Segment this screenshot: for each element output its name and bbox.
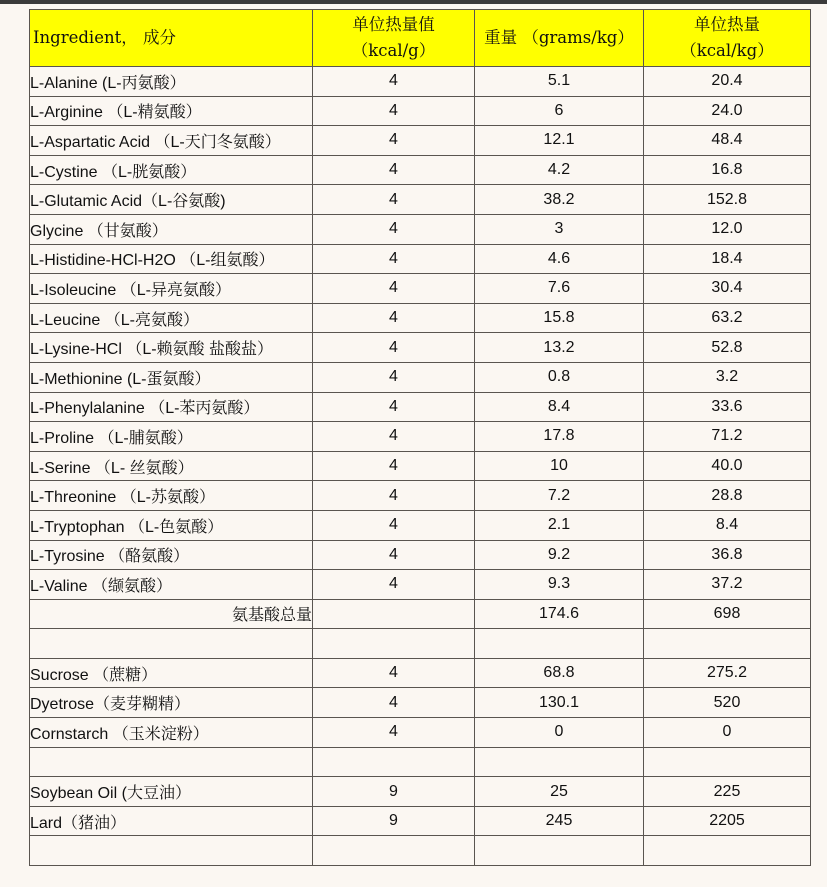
empty-cell [475,747,644,777]
energy: 30.4 [644,274,811,304]
table-row [30,185,811,215]
weight: 13.2 [475,333,644,363]
energy: 16.8 [644,155,811,185]
table-row [30,540,811,570]
header-energy-line2: （kcal/kg） [680,41,774,60]
weight: 0.8 [475,362,644,392]
amino-total-energy: 698 [644,599,811,629]
table-row [30,688,811,718]
header-unit-energy-line1: 单位热量值 [352,15,435,34]
ingredient-name: L-Leucine （L-亮氨酸） [30,303,313,333]
energy: 37.2 [644,570,811,600]
energy: 40.0 [644,451,811,481]
energy: 3.2 [644,362,811,392]
table-row [30,510,811,540]
unit-energy: 4 [313,126,475,156]
empty-cell [475,836,644,866]
ingredient-name: L-Threonine （L-苏氨酸） [30,481,313,511]
energy: 71.2 [644,422,811,452]
table-row [30,451,811,481]
ingredient-name: L-Lysine-HCl （L-赖氨酸 盐酸盐） [30,333,313,363]
spacer-row [30,747,811,777]
weight: 2.1 [475,510,644,540]
ingredient-name: L-Tryptophan （L-色氨酸） [30,510,313,540]
ingredient-name: L-Valine （缬氨酸） [30,570,313,600]
empty-cell [644,747,811,777]
top-bar [0,0,827,4]
energy: 36.8 [644,540,811,570]
table-row [30,155,811,185]
table-row [30,422,811,452]
weight: 4.6 [475,244,644,274]
amino-total-weight: 174.6 [475,599,644,629]
weight: 12.1 [475,126,644,156]
energy: 275.2 [644,658,811,688]
table-row [30,392,811,422]
unit-energy: 9 [313,777,475,807]
empty-cell [30,747,313,777]
table-row [30,96,811,126]
table-row [30,481,811,511]
header-ingredient: Ingredient， 成分 [30,10,313,67]
ingredient-name: L-Methionine (L-蛋氨酸） [30,362,313,392]
unit-energy: 4 [313,688,475,718]
unit-energy: 4 [313,214,475,244]
energy: 33.6 [644,392,811,422]
energy: 2205 [644,806,811,836]
unit-energy: 4 [313,67,475,97]
empty-cell [313,629,475,659]
weight: 10 [475,451,644,481]
weight: 17.8 [475,422,644,452]
ingredient-name: L-Isoleucine （L-异亮氨酸） [30,274,313,304]
weight: 5.1 [475,67,644,97]
unit-energy: 4 [313,570,475,600]
unit-energy: 4 [313,540,475,570]
ingredient-name: L-Serine （L- 丝氨酸） [30,451,313,481]
energy: 520 [644,688,811,718]
weight: 6 [475,96,644,126]
table-row [30,806,811,836]
ingredient-name: L-Aspartatic Acid （L-天门冬氨酸） [30,126,313,156]
ingredient-name: L-Tyrosine （酪氨酸） [30,540,313,570]
table-row [30,214,811,244]
table-row [30,274,811,304]
table-row [30,362,811,392]
ingredient-name: L-Histidine-HCl-H2O （L-组氨酸） [30,244,313,274]
header-unit-energy [313,10,475,67]
spacer-row [30,836,811,866]
diet-composition-table [29,9,811,866]
energy: 0 [644,718,811,748]
weight: 7.2 [475,481,644,511]
unit-energy: 9 [313,806,475,836]
ingredient-name: Glycine （甘氨酸） [30,214,313,244]
empty-cell [30,836,313,866]
ingredient-name: Soybean Oil (大豆油） [30,777,313,807]
ingredient-name: Sucrose （蔗糖） [30,658,313,688]
energy: 152.8 [644,185,811,215]
unit-energy: 4 [313,362,475,392]
header-unit-energy-line2: （kcal/g） [351,41,436,60]
weight: 0 [475,718,644,748]
weight: 8.4 [475,392,644,422]
ingredient-name: L-Arginine （L-精氨酸） [30,96,313,126]
ingredient-name: Cornstarch （玉米淀粉） [30,718,313,748]
unit-energy [313,599,475,629]
weight: 3 [475,214,644,244]
header-weight: 重量 （grams/kg） [475,10,644,67]
table-row [30,658,811,688]
energy: 63.2 [644,303,811,333]
energy: 12.0 [644,214,811,244]
unit-energy: 4 [313,658,475,688]
energy: 24.0 [644,96,811,126]
energy: 48.4 [644,126,811,156]
empty-cell [313,747,475,777]
weight: 9.3 [475,570,644,600]
empty-cell [644,836,811,866]
unit-energy: 4 [313,155,475,185]
spacer-row [30,629,811,659]
energy: 225 [644,777,811,807]
table-row [30,303,811,333]
ingredient-name: L-Cystine （L-胱氨酸） [30,155,313,185]
unit-energy: 4 [313,333,475,363]
table-row [30,570,811,600]
weight: 7.6 [475,274,644,304]
ingredient-name: L-Proline （L-脯氨酸） [30,422,313,452]
table-row [30,777,811,807]
unit-energy: 4 [313,718,475,748]
weight: 245 [475,806,644,836]
header-row [30,10,811,67]
weight: 38.2 [475,185,644,215]
amino-total-row [30,599,811,629]
table-row [30,244,811,274]
ingredient-name: L-Alanine (L-丙氨酸） [30,67,313,97]
ingredient-name: Dyetrose（麦芽糊精） [30,688,313,718]
weight: 4.2 [475,155,644,185]
weight: 15.8 [475,303,644,333]
weight: 130.1 [475,688,644,718]
unit-energy: 4 [313,96,475,126]
table-row [30,126,811,156]
ingredient-name: L-Phenylalanine （L-苯丙氨酸） [30,392,313,422]
weight: 68.8 [475,658,644,688]
unit-energy: 4 [313,303,475,333]
empty-cell [644,629,811,659]
unit-energy: 4 [313,422,475,452]
unit-energy: 4 [313,185,475,215]
unit-energy: 4 [313,392,475,422]
empty-cell [30,629,313,659]
table-row [30,67,811,97]
unit-energy: 4 [313,510,475,540]
weight: 9.2 [475,540,644,570]
energy: 8.4 [644,510,811,540]
table-row [30,333,811,363]
ingredient-name: Lard（猪油） [30,806,313,836]
header-energy-line1: 单位热量 [694,15,760,34]
weight: 25 [475,777,644,807]
energy: 20.4 [644,67,811,97]
unit-energy: 4 [313,274,475,304]
unit-energy: 4 [313,244,475,274]
unit-energy: 4 [313,481,475,511]
ingredient-name: L-Glutamic Acid（L-谷氨酸) [30,185,313,215]
empty-cell [313,836,475,866]
empty-cell [475,629,644,659]
energy: 18.4 [644,244,811,274]
table-row [30,718,811,748]
amino-total-label: 氨基酸总量 [30,599,313,629]
energy: 28.8 [644,481,811,511]
energy: 52.8 [644,333,811,363]
header-energy [644,10,811,67]
unit-energy: 4 [313,451,475,481]
